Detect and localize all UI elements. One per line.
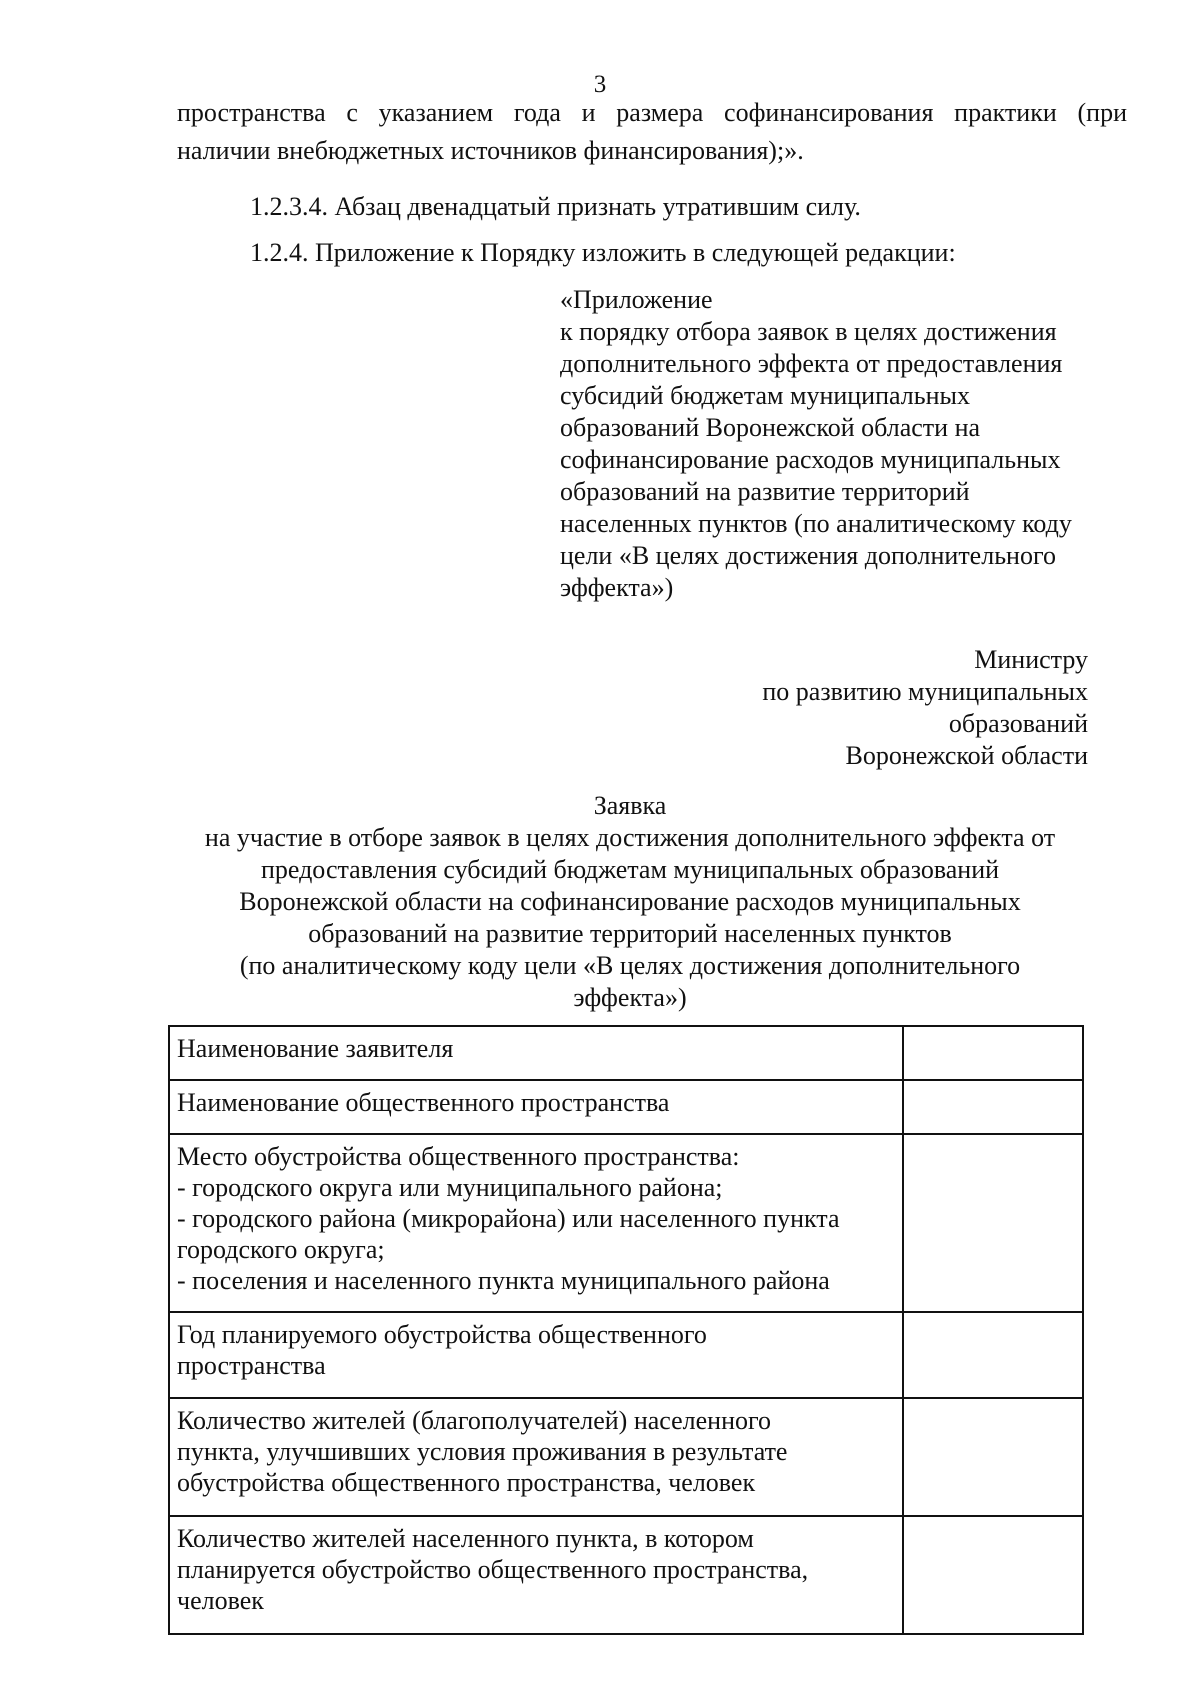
table-row (169, 1398, 1083, 1516)
appendix-line: образований на развитие территорий (560, 477, 970, 506)
form-title-line: эффекта») (573, 983, 687, 1012)
item-1-2-3-4: 1.2.3.4. Абзац двенадцатый признать утратившим силу. (250, 192, 861, 221)
addressee-line: образований (948, 709, 1088, 738)
addressee-line: по развитию муниципальных (762, 677, 1088, 706)
addressee-line: Министру (974, 645, 1088, 674)
table-row (169, 1312, 1083, 1398)
form-title-line: образований на развитие территорий населенных пунктов (308, 919, 952, 948)
appendix-line: населенных пунктов (по аналитическому коду (560, 509, 1072, 538)
appendix-line: цели «В целях достижения дополнительного (560, 541, 1056, 570)
item-1-2-4: 1.2.4. Приложение к Порядку изложить в следующей редакции: (250, 238, 956, 267)
appendix-line: софинансирование расходов муниципальных (560, 445, 1061, 474)
table-row (169, 1026, 1083, 1080)
form-title-line: (по аналитическому коду цели «В целях достижения дополнительного (239, 951, 1021, 980)
form-title-line: предоставления субсидий бюджетам муниципальных образований (260, 855, 1000, 884)
table-cell-value[interactable] (903, 1080, 1083, 1134)
addressee-block (762, 644, 1088, 772)
table-cell-label: Количество жителей населенного пункта, в котором планируется обустройство общественного пространства, человек (169, 1516, 903, 1634)
page-number: 3 (593, 71, 607, 98)
appendix-line: «Приложение (560, 285, 713, 314)
table-cell-label: Год планируемого обустройства общественного пространства (169, 1312, 903, 1398)
intro-line-2: наличии внебюджетных источников финансирования);». (177, 136, 804, 165)
table-row (169, 1134, 1083, 1312)
form-title-line: на участие в отборе заявок в целях достижения дополнительного эффекта от (204, 823, 1056, 852)
table-cell-label: Наименование заявителя (169, 1026, 903, 1080)
application-table (168, 1025, 1084, 1635)
appendix-line: к порядку отбора заявок в целях достижения (560, 317, 1057, 346)
appendix-line: дополнительного эффекта от предоставления (560, 349, 1063, 378)
form-title-line: Воронежской области на софинансирование расходов муниципальных (239, 887, 1021, 916)
appendix-header (560, 284, 1120, 604)
intro-line-1: пространства с указанием года и размера софинансирования практики (при (177, 98, 1127, 127)
appendix-line: субсидий бюджетам муниципальных (560, 381, 970, 410)
table-cell-label: Место обустройства общественного пространства: - городского округа или муниципального района; - городского района (микрорайона) или населенного пункта городского округа; - поселения и населенного пункта муниципального района (169, 1134, 903, 1312)
form-heading: Заявка (593, 791, 667, 820)
addressee-line: Воронежской области (845, 741, 1088, 770)
appendix-line: эффекта») (560, 573, 674, 602)
table-cell-value[interactable] (903, 1398, 1083, 1516)
appendix-line: образований Воронежской области на (560, 413, 981, 442)
table-row (169, 1080, 1083, 1134)
table-row (169, 1516, 1083, 1634)
table-cell-label: Количество жителей (благополучателей) населенного пункта, улучшивших условия проживания в результате обустройства общественного пространства, человек (169, 1398, 903, 1516)
table-cell-value[interactable] (903, 1026, 1083, 1080)
table-cell-value[interactable] (903, 1312, 1083, 1398)
table-cell-value[interactable] (903, 1516, 1083, 1634)
form-title (0, 790, 1200, 1014)
table-cell-value[interactable] (903, 1134, 1083, 1312)
table-cell-label: Наименование общественного пространства (169, 1080, 903, 1134)
